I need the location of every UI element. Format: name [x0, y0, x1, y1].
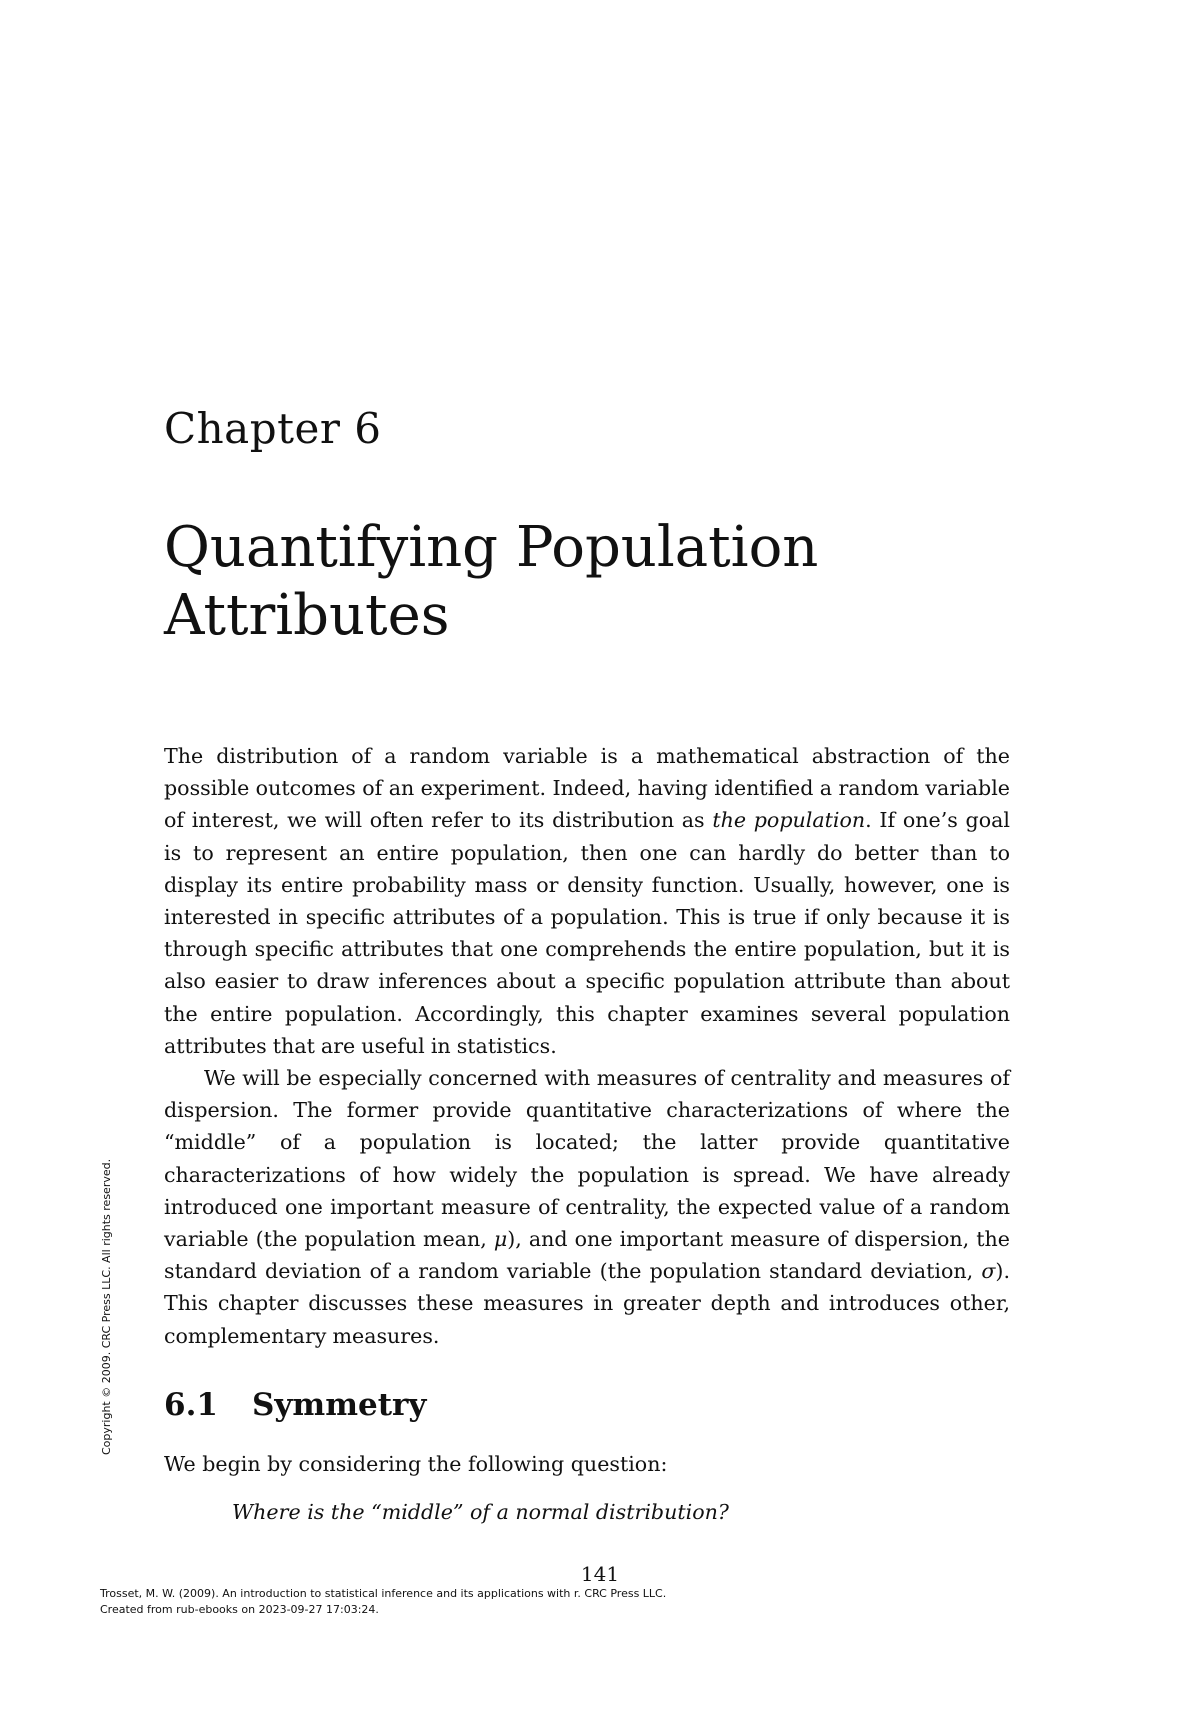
section-number: 6.1	[164, 1387, 218, 1423]
intro-paragraph-1	[164, 740, 1010, 1062]
section-lead-text: We begin by considering the following question:	[164, 1452, 668, 1476]
copyright-notice: Copyright © 2009. CRC Press LLC. All rights reserved.	[100, 1158, 113, 1455]
section-heading	[164, 1385, 426, 1425]
footer-created: Created from rub-ebooks on 2023-09-27 17:03:24.	[100, 1603, 379, 1616]
page-number: 141	[580, 1562, 620, 1586]
chapter-title-line-2: Attributes	[164, 583, 450, 648]
mu-symbol: μ	[493, 1227, 508, 1252]
intro-paragraph-2	[164, 1062, 1010, 1352]
footer-citation: Trosset, M. W. (2009). An introduction to statistical inference and its applications with r. CRC Press LLC.	[100, 1587, 667, 1600]
intro-paragraph-2-text-a: We will be especially concerned with measures of centrality and measures of dispersion. The former provide quantitative characterizations of where the “middle” of a population is located; the latter provide quantitative characterizations of how widely the population is spread. We have already introduced one important measure of centrality, the expected value of a random variable (the population mean,	[164, 1066, 1010, 1252]
intro-paragraph-2-text-c: ). This chapter discusses these measures in greater depth and introduces other, complementary measures.	[164, 1259, 1010, 1348]
intro-paragraph-1-text-a: The distribution of a random variable is a mathematical abstraction of the possible outcomes of an experiment. Indeed, having identified a random variable of interest, we will often refer to its distribution as	[164, 744, 1010, 833]
chapter-label: Chapter 6	[164, 404, 382, 453]
chapter-title-line-1: Quantifying Population	[164, 515, 819, 580]
section-title: Symmetry	[252, 1387, 427, 1423]
chapter-intro-body	[164, 740, 1010, 1352]
section-question: Where is the “middle” of a normal distribution?	[232, 1500, 729, 1524]
chapter-title	[164, 514, 1064, 650]
sigma-symbol: σ	[981, 1259, 996, 1284]
intro-paragraph-1-emphasis: the population	[712, 808, 866, 833]
intro-paragraph-2-text-b: ), and one important measure of dispersion, the standard deviation of a random variable (the population standard deviation,	[164, 1227, 1010, 1284]
intro-paragraph-1-text-b: . If one’s goal is to represent an entire population, then one can hardly do better than to display its entire probability mass or density function. Usually, however, one is interested in specific attributes of a population. This is true if only because it is through specific attributes that one comprehends the entire population, but it is also easier to draw inferences about a specific population attribute than about the entire population. Accordingly, this chapter examines several population attributes that are useful in statistics.	[164, 808, 1010, 1058]
